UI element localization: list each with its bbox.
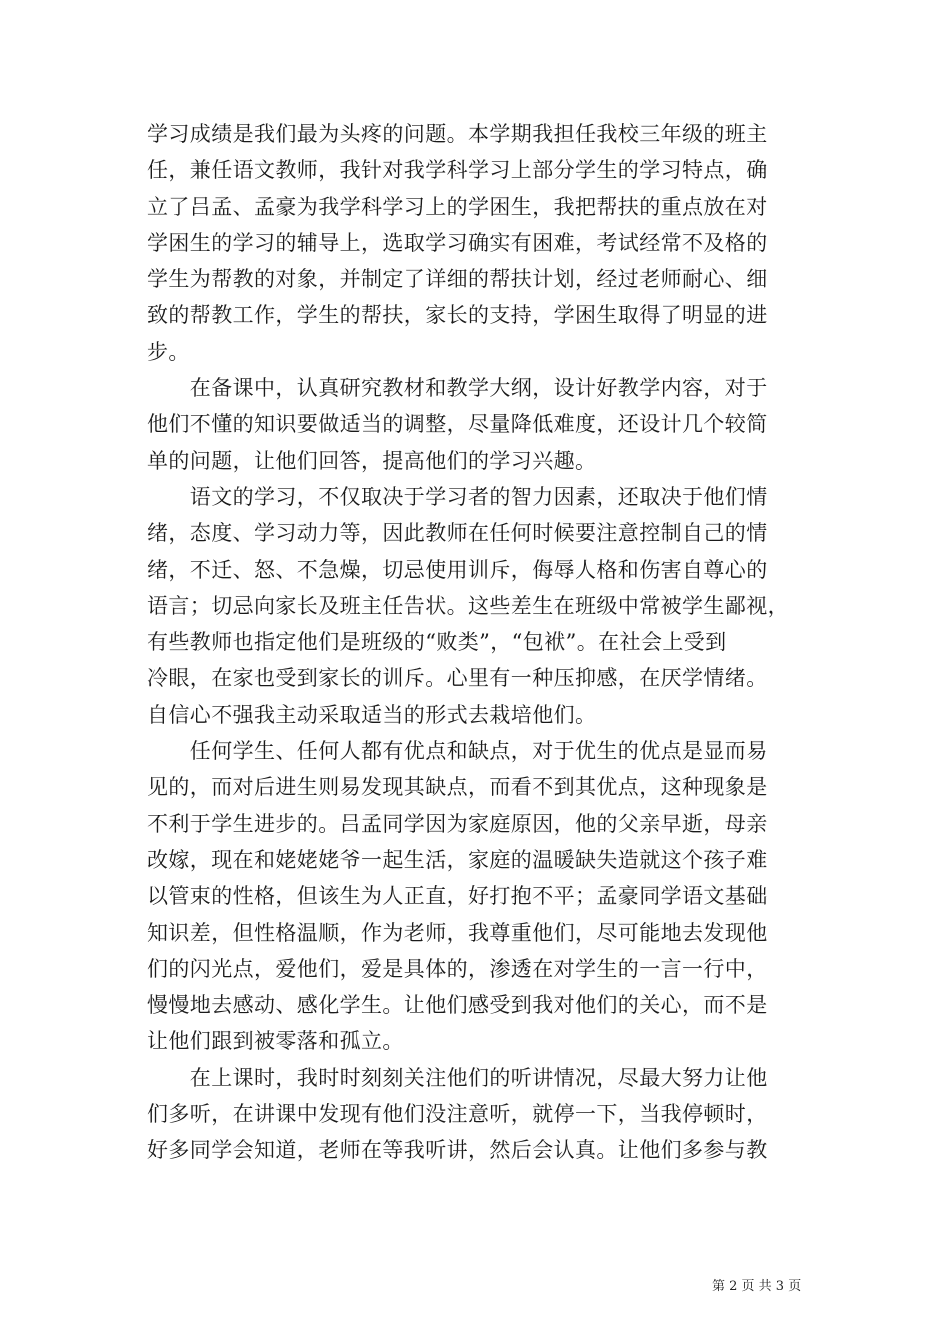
text-line: 见的，而对后进生则易发现其缺点，而看不到其优点，这种现象是 [147, 775, 768, 800]
text-line: 语言；切忌向家长及班主任告状。这些差生在班级中常被学生鄙视， [147, 593, 789, 618]
text-line: 绪，态度、学习动力等，因此教师在任何时候要注意控制自己的情 [147, 521, 768, 546]
text-line: 语文的学习，不仅取决于学习者的智力因素，还取决于他们情 [147, 484, 768, 509]
text-line: 改嫁，现在和姥姥姥爷一起生活，家庭的温暖缺失造就这个孩子难 [147, 847, 768, 872]
text-line: 步。 [147, 339, 190, 364]
text-line: 任何学生、任何人都有优点和缺点，对于优生的优点是显而易 [147, 739, 768, 764]
text-line: 冷眼，在家也受到家长的训斥。心里有一种压抑感，在厌学情绪。 [147, 666, 768, 691]
text-line: 致的帮教工作，学生的帮扶，家长的支持，学困生取得了明显的进 [147, 303, 768, 328]
body-text [147, 116, 807, 1169]
text-line: 好多同学会知道，老师在等我听讲，然后会认真。让他们多参与教 [147, 1138, 768, 1163]
text-line: 绪，不迁、怒、不急燥，切忌使用训斥，侮辱人格和伤害自尊心的 [147, 557, 768, 582]
text-line: 知识差，但性格温顺，作为老师，我尊重他们，尽可能地去发现他 [147, 920, 768, 945]
text-line: 慢慢地去感动、感化学生。让他们感受到我对他们的关心，而不是 [147, 993, 768, 1018]
text-line: 们多听，在讲课中发现有他们没注意听，就停一下，当我停顿时， [147, 1102, 768, 1127]
text-line: 有些教师也指定他们是班级的“败类”，“包袱”。在社会上受到 [147, 630, 727, 655]
text-line: 学习成绩是我们最为头疼的问题。本学期我担任我校三年级的班主 [147, 122, 768, 146]
page-number: 第 2 页 共 3 页 [712, 1279, 802, 1294]
text-line: 单的问题，让他们回答，提高他们的学习兴趣。 [147, 448, 597, 473]
text-line: 立了吕孟、孟豪为我学科学习上的学困生，我把帮扶的重点放在对 [147, 194, 768, 219]
text-line: 学困生的学习的辅导上，选取学习确实有困难，考试经常不及格的 [147, 230, 768, 255]
text-line: 在上课时，我时时刻刻关注他们的听讲情况，尽最大努力让他 [147, 1065, 768, 1090]
text-line: 们的闪光点，爱他们，爱是具体的，渗透在对学生的一言一行中， [147, 956, 768, 981]
text-line: 以管束的性格，但该生为人正直，好打抱不平；孟豪同学语文基础 [147, 884, 768, 909]
text-line: 让他们跟到被零落和孤立。 [147, 1029, 404, 1054]
text-line: 任，兼任语文教师，我针对我学科学习上部分学生的学习特点，确 [147, 158, 768, 183]
text-line: 在备课中，认真研究教材和教学大纲，设计好教学内容，对于 [147, 376, 768, 401]
text-line: 不利于学生进步的。吕孟同学因为家庭原因，他的父亲早逝，母亲 [147, 811, 768, 836]
text-line: 他们不懂的知识要做适当的调整，尽量降低难度，还设计几个较简 [147, 412, 768, 437]
text-line: 学生为帮教的对象，并制定了详细的帮扶计划，经过老师耐心、细 [147, 267, 768, 292]
text-line: 自信心不强我主动采取适当的形式去栽培他们。 [147, 702, 597, 727]
